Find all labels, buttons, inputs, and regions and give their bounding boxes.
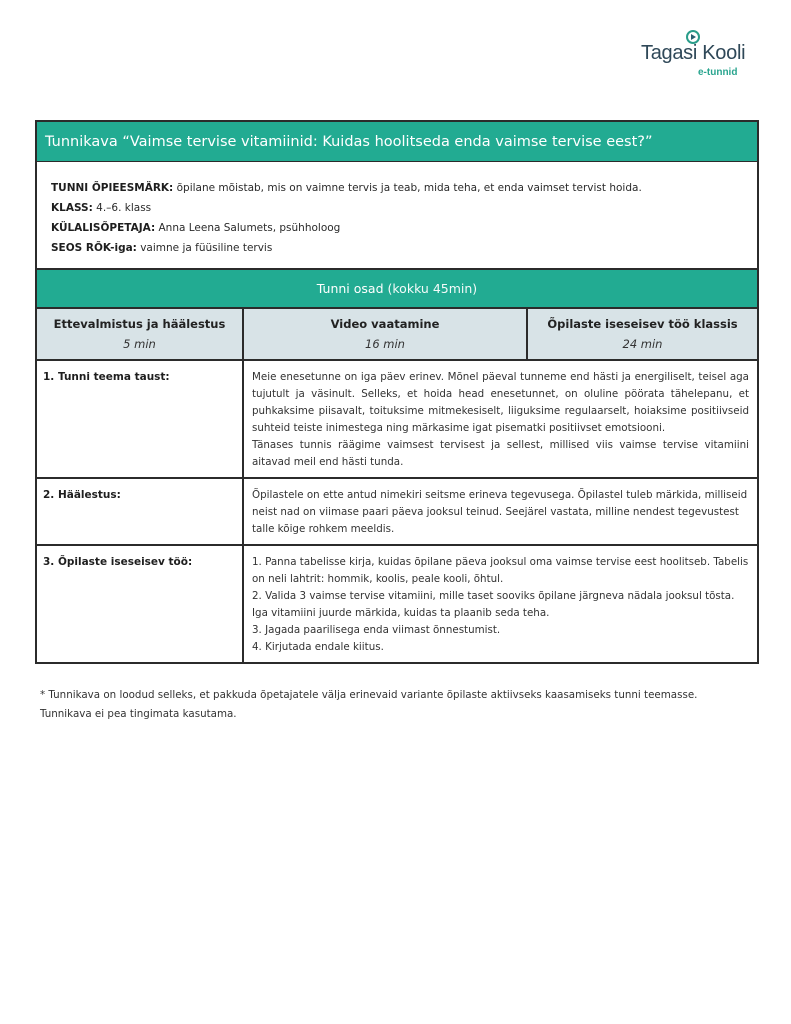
row-paragraph: 2. Valida 3 vaimse tervise vitamiini, mille taset sooviks õpilane järgneva nädala jooksul tõsta. Iga vitamiini juurde märkida, kuidas ta plaanib seda teha. [252, 590, 735, 619]
info-value: Anna Leena Salumets, psühholoog [155, 222, 341, 234]
phase-preparation [37, 309, 242, 359]
logo-subtitle: e-tunnid [698, 67, 738, 78]
info-goal [51, 178, 743, 198]
row-content [242, 361, 757, 477]
phase-video [242, 309, 526, 359]
row-content [242, 479, 757, 544]
row-paragraph: Õpilastele on ette antud nimekiri seitsme erineva tegevusega. Õpilastel tuleb märkida, milliseid neist nad on viimase paari päeva jooksul teinud. Seejärel vastata, milline nendest tegevustest talle kõige rohkem meeldis. [252, 489, 748, 535]
row-paragraph: Meie enesetunne on iga päev erinev. Mõnel päeval tunneme end hästi ja energiliselt, teisel aga tujutult ja väsinult. Selleks, et hoida head enesetunnet, on oluline pöörata tähelepanu, et puhkaksime piisavalt, toituksime mitmekesiselt, liiguksime regulaarselt, hoiaksime positiivseid suhteid teiste inimestega ning märkasime igat pisematki positiivset emotsiooni. [252, 371, 749, 434]
row-label: 1. Tunni teema taust: [43, 371, 170, 383]
phase-duration: 5 min [123, 337, 156, 351]
phase-independent-work [526, 309, 757, 359]
row-paragraph: Tänases tunnis räägime vaimsest tervisest ja sellest, millised viis vaimse tervise vitamiini aitavad meil end hästi tunda. [252, 439, 749, 468]
row-paragraph: 3. Jagada paarilisega enda viimast õnnestumist. [252, 624, 501, 636]
row-paragraph: 1. Panna tabelisse kirja, kuidas õpilane päeva jooksul oma vaimse tervise eest hoolitseb. Tabelis on neli lahtrit: hommik, koolis, peale kooli, õhtul. [252, 556, 749, 585]
lesson-info [37, 162, 757, 270]
phase-name: Ettevalmistus ja häälestus [53, 317, 226, 331]
table-row [37, 479, 757, 546]
row-label: 2. Häälestus: [43, 489, 121, 501]
footnote: * Tunnikava on loodud selleks, et pakkuda õpetajatele välja erinevaid variante õpilaste aktiivseks kaasamiseks tunni teemasse. Tunnikava ei pea tingimata kasutama. [40, 689, 698, 720]
row-paragraph: 4. Kirjutada endale kiitus. [252, 641, 384, 653]
info-label: SEOS RÕK-iga: [51, 242, 137, 254]
info-curriculum-link [51, 238, 743, 258]
lesson-phases [37, 309, 757, 361]
lesson-plan-table [35, 120, 759, 664]
phase-duration: 16 min [365, 337, 405, 351]
info-label: TUNNI ÕPIEESMÄRK: [51, 182, 174, 194]
info-guest-teacher [51, 218, 743, 238]
info-label: KLASS: [51, 202, 93, 214]
sections-title: Tunni osad [316, 281, 384, 296]
logo-title: Tagasi Kooli [641, 42, 746, 64]
logo [640, 30, 750, 80]
lesson-sections-header [37, 270, 757, 309]
row-label: 3. Õpilaste iseseisev töö: [43, 556, 193, 568]
lesson-plan-title: Tunnikava “Vaimse tervise vitamiinid: Kuidas hoolitseda enda vaimse tervise eest?” [45, 133, 653, 150]
phase-duration: 24 min [622, 337, 663, 351]
table-row [37, 361, 757, 479]
info-value: vaimne ja füüsiline tervis [136, 242, 273, 254]
phase-name: Video vaatamine [330, 317, 440, 331]
info-label: KÜLALISÕPETAJA: [51, 222, 156, 234]
phase-name: Õpilaste iseseisev töö klassis [547, 317, 738, 331]
info-value: 4.–6. klass [92, 202, 152, 214]
info-class [51, 198, 743, 218]
table-row [37, 546, 757, 662]
sections-total: (kokku 45min) [387, 281, 478, 296]
lesson-plan-title-bar [37, 122, 757, 162]
info-value: õpilane mõistab, mis on vaimne tervis ja teab, mida teha, et enda vaimset tervist hoida. [173, 182, 642, 194]
row-content [242, 546, 757, 662]
